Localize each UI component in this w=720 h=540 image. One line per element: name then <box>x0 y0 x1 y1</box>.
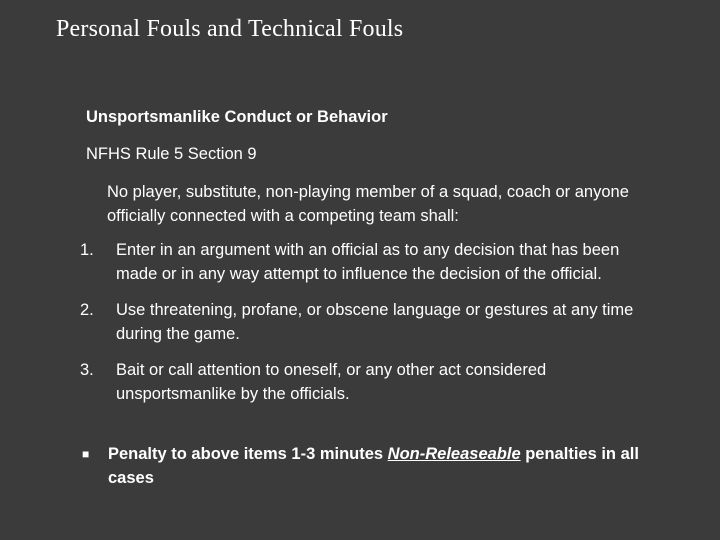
square-bullet-icon: ■ <box>82 447 90 461</box>
list-item-number: 2. <box>80 301 94 319</box>
penalty-text <box>108 442 680 490</box>
list-item <box>80 238 670 286</box>
penalty-suffix: penalties in all cases <box>108 445 639 487</box>
rule-reference: NFHS Rule 5 Section 9 <box>86 145 257 163</box>
list-item-number: 3. <box>80 361 94 379</box>
slide-title: Personal Fouls and Technical Fouls <box>56 16 404 42</box>
list-item <box>80 358 670 406</box>
penalty-prefix: Penalty to above items 1-3 minutes <box>108 445 388 463</box>
list-item-text: Bait or call attention to oneself, or any other act considered unsportsmanlike by the officials. <box>116 361 547 403</box>
numbered-list <box>80 238 670 406</box>
list-item-text: Use threatening, profane, or obscene language or gestures at any time during the game. <box>116 301 634 343</box>
penalty-note <box>80 442 680 490</box>
list-item <box>80 298 670 346</box>
intro-text: No player, substitute, non-playing member of a squad, coach or anyone officially connected with a competing team shall: <box>107 183 629 225</box>
subheading: Unsportsmanlike Conduct or Behavior <box>86 108 388 126</box>
penalty-emphasis: Non-Releaseable <box>387 445 521 463</box>
list-item-text: Enter in an argument with an official as to any decision that has been made or in any way attempt to influence the decision of the official. <box>116 241 620 283</box>
list-item-number: 1. <box>80 241 94 259</box>
